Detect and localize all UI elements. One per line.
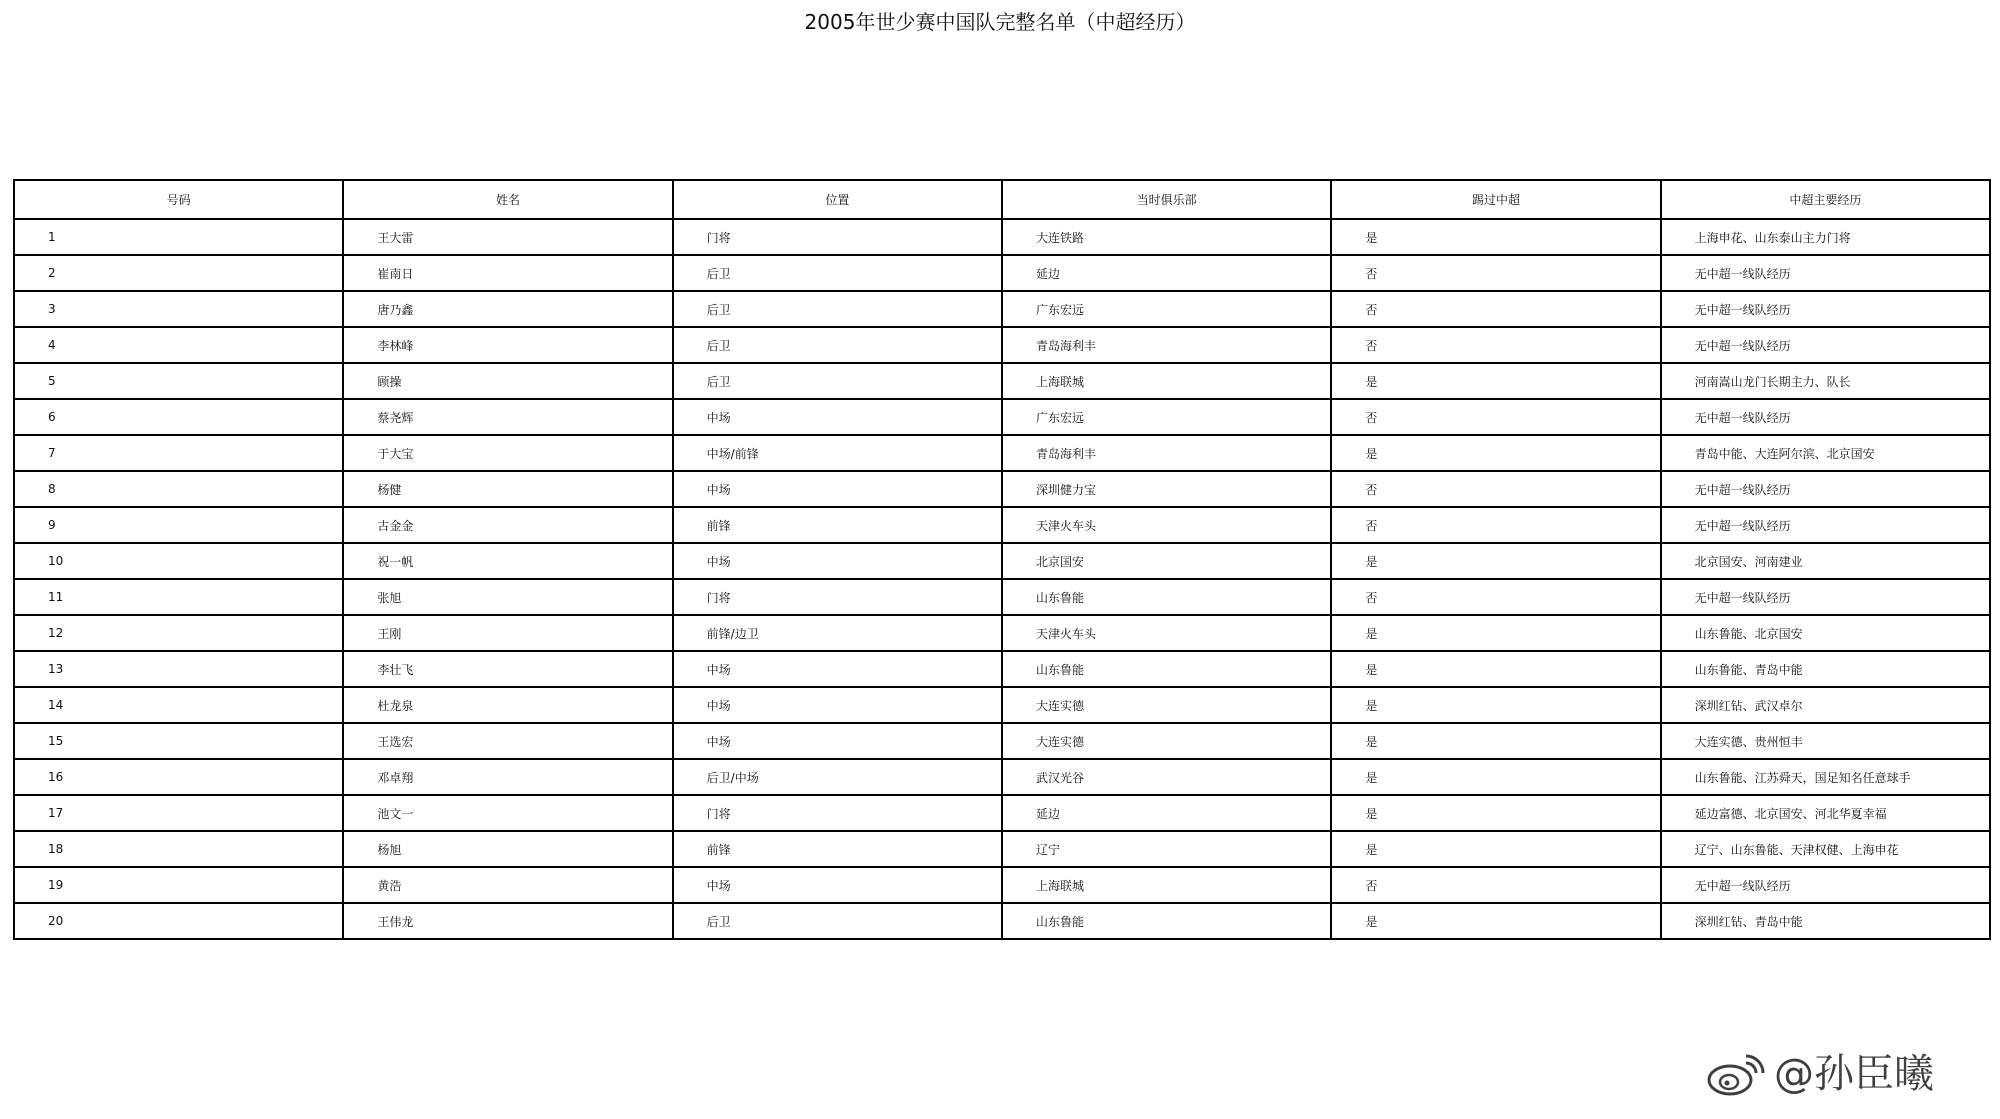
- cell-club: 辽宁: [1002, 831, 1331, 867]
- cell-csl-experience: 深圳红钻、武汉卓尔: [1661, 687, 1990, 723]
- cell-played-csl: 否: [1331, 579, 1660, 615]
- table-row: [14, 651, 1990, 687]
- cell-played-csl: 否: [1331, 399, 1660, 435]
- cell-position: 中场: [673, 723, 1002, 759]
- cell-club: 深圳健力宝: [1002, 471, 1331, 507]
- cell-name: 李壮飞: [343, 651, 672, 687]
- cell-position: 后卫: [673, 291, 1002, 327]
- cell-number: 19: [14, 867, 343, 903]
- cell-name: 崔南日: [343, 255, 672, 291]
- cell-csl-experience: 无中超一线队经历: [1661, 471, 1990, 507]
- cell-name: 池文一: [343, 795, 672, 831]
- cell-name: 李林峰: [343, 327, 672, 363]
- cell-csl-experience: 山东鲁能、江苏舜天，国足知名任意球手: [1661, 759, 1990, 795]
- cell-club: 上海联城: [1002, 867, 1331, 903]
- header-name: 姓名: [343, 180, 672, 219]
- cell-csl-experience: 无中超一线队经历: [1661, 507, 1990, 543]
- cell-number: 1: [14, 219, 343, 255]
- cell-position: 门将: [673, 795, 1002, 831]
- cell-csl-experience: 山东鲁能、北京国安: [1661, 615, 1990, 651]
- cell-name: 祝一帆: [343, 543, 672, 579]
- roster-table-body: [14, 219, 1990, 939]
- cell-club: 大连铁路: [1002, 219, 1331, 255]
- cell-name: 邓卓翔: [343, 759, 672, 795]
- cell-name: 黄浩: [343, 867, 672, 903]
- cell-number: 5: [14, 363, 343, 399]
- cell-club: 延边: [1002, 795, 1331, 831]
- cell-position: 中场: [673, 399, 1002, 435]
- cell-csl-experience: 河南嵩山龙门长期主力、队长: [1661, 363, 1990, 399]
- header-number: 号码: [14, 180, 343, 219]
- cell-played-csl: 是: [1331, 759, 1660, 795]
- cell-played-csl: 是: [1331, 363, 1660, 399]
- cell-position: 中场/前锋: [673, 435, 1002, 471]
- cell-position: 中场: [673, 471, 1002, 507]
- cell-position: 后卫: [673, 903, 1002, 939]
- cell-club: 大连实德: [1002, 723, 1331, 759]
- cell-club: 延边: [1002, 255, 1331, 291]
- cell-played-csl: 是: [1331, 723, 1660, 759]
- cell-number: 8: [14, 471, 343, 507]
- cell-club: 广东宏远: [1002, 291, 1331, 327]
- cell-club: 武汉光谷: [1002, 759, 1331, 795]
- cell-csl-experience: 延边富德、北京国安、河北华夏幸福: [1661, 795, 1990, 831]
- cell-club: 大连实德: [1002, 687, 1331, 723]
- cell-position: 中场: [673, 687, 1002, 723]
- cell-number: 15: [14, 723, 343, 759]
- cell-number: 9: [14, 507, 343, 543]
- cell-played-csl: 否: [1331, 471, 1660, 507]
- weibo-logo-icon: [1706, 1049, 1768, 1099]
- cell-csl-experience: 无中超一线队经历: [1661, 255, 1990, 291]
- cell-club: 天津火车头: [1002, 507, 1331, 543]
- cell-csl-experience: 上海申花、山东泰山主力门将: [1661, 219, 1990, 255]
- table-row: [14, 831, 1990, 867]
- cell-position: 前锋: [673, 831, 1002, 867]
- cell-played-csl: 否: [1331, 291, 1660, 327]
- cell-number: 17: [14, 795, 343, 831]
- cell-played-csl: 是: [1331, 543, 1660, 579]
- cell-csl-experience: 深圳红钻、青岛中能: [1661, 903, 1990, 939]
- cell-position: 后卫: [673, 327, 1002, 363]
- cell-played-csl: 否: [1331, 255, 1660, 291]
- cell-number: 3: [14, 291, 343, 327]
- page-title: 2005年世少赛中国队完整名单（中超经历）: [804, 10, 1196, 34]
- cell-position: 中场: [673, 651, 1002, 687]
- table-row: [14, 363, 1990, 399]
- cell-position: 前锋: [673, 507, 1002, 543]
- cell-number: 20: [14, 903, 343, 939]
- table-row: [14, 543, 1990, 579]
- cell-csl-experience: 山东鲁能、青岛中能: [1661, 651, 1990, 687]
- cell-csl-experience: 大连实德、贵州恒丰: [1661, 723, 1990, 759]
- cell-position: 后卫: [673, 255, 1002, 291]
- cell-name: 于大宝: [343, 435, 672, 471]
- cell-club: 青岛海利丰: [1002, 435, 1331, 471]
- header-position: 位置: [673, 180, 1002, 219]
- cell-played-csl: 是: [1331, 219, 1660, 255]
- cell-number: 7: [14, 435, 343, 471]
- cell-played-csl: 否: [1331, 507, 1660, 543]
- table-row: [14, 579, 1990, 615]
- table-row: [14, 255, 1990, 291]
- table-row: [14, 867, 1990, 903]
- cell-position: 中场: [673, 543, 1002, 579]
- cell-number: 2: [14, 255, 343, 291]
- cell-position: 门将: [673, 219, 1002, 255]
- cell-club: 广东宏远: [1002, 399, 1331, 435]
- cell-number: 18: [14, 831, 343, 867]
- table-row: [14, 399, 1990, 435]
- cell-club: 天津火车头: [1002, 615, 1331, 651]
- cell-name: 唐乃鑫: [343, 291, 672, 327]
- header-club: 当时俱乐部: [1002, 180, 1331, 219]
- cell-csl-experience: 无中超一线队经历: [1661, 291, 1990, 327]
- cell-club: 山东鲁能: [1002, 579, 1331, 615]
- cell-played-csl: 否: [1331, 327, 1660, 363]
- cell-number: 11: [14, 579, 343, 615]
- cell-number: 13: [14, 651, 343, 687]
- weibo-watermark: [1706, 1047, 1934, 1101]
- cell-number: 14: [14, 687, 343, 723]
- cell-position: 前锋/边卫: [673, 615, 1002, 651]
- cell-csl-experience: 无中超一线队经历: [1661, 867, 1990, 903]
- table-row: [14, 723, 1990, 759]
- cell-club: 青岛海利丰: [1002, 327, 1331, 363]
- cell-csl-experience: 北京国安、河南建业: [1661, 543, 1990, 579]
- cell-number: 6: [14, 399, 343, 435]
- cell-name: 顾操: [343, 363, 672, 399]
- cell-club: 上海联城: [1002, 363, 1331, 399]
- cell-position: 后卫: [673, 363, 1002, 399]
- cell-played-csl: 是: [1331, 615, 1660, 651]
- cell-csl-experience: 青岛中能、大连阿尔滨、北京国安: [1661, 435, 1990, 471]
- cell-number: 16: [14, 759, 343, 795]
- cell-csl-experience: 无中超一线队经历: [1661, 327, 1990, 363]
- table-row: [14, 615, 1990, 651]
- table-row: [14, 687, 1990, 723]
- header-csl-experience: 中超主要经历: [1661, 180, 1990, 219]
- cell-name: 蔡尧辉: [343, 399, 672, 435]
- cell-name: 杜龙泉: [343, 687, 672, 723]
- cell-name: 杨旭: [343, 831, 672, 867]
- table-row: [14, 759, 1990, 795]
- cell-played-csl: 是: [1331, 435, 1660, 471]
- cell-played-csl: 是: [1331, 831, 1660, 867]
- cell-club: 山东鲁能: [1002, 903, 1331, 939]
- table-row: [14, 435, 1990, 471]
- cell-name: 杨健: [343, 471, 672, 507]
- cell-csl-experience: 无中超一线队经历: [1661, 579, 1990, 615]
- table-row: [14, 795, 1990, 831]
- cell-csl-experience: 辽宁、山东鲁能、天津权健、上海申花: [1661, 831, 1990, 867]
- cell-name: 古金金: [343, 507, 672, 543]
- cell-number: 4: [14, 327, 343, 363]
- cell-name: 王选宏: [343, 723, 672, 759]
- cell-played-csl: 是: [1331, 687, 1660, 723]
- cell-club: 山东鲁能: [1002, 651, 1331, 687]
- watermark-text: @孙臣曦: [1774, 1051, 1934, 1097]
- cell-played-csl: 是: [1331, 795, 1660, 831]
- cell-position: 门将: [673, 579, 1002, 615]
- cell-name: 张旭: [343, 579, 672, 615]
- header-played-csl: 踢过中超: [1331, 180, 1660, 219]
- table-row: [14, 507, 1990, 543]
- table-row: [14, 291, 1990, 327]
- table-row: [14, 471, 1990, 507]
- cell-csl-experience: 无中超一线队经历: [1661, 399, 1990, 435]
- table-row: [14, 327, 1990, 363]
- roster-table: [13, 179, 1991, 940]
- cell-played-csl: 是: [1331, 651, 1660, 687]
- cell-position: 后卫/中场: [673, 759, 1002, 795]
- cell-name: 王伟龙: [343, 903, 672, 939]
- table-row: [14, 219, 1990, 255]
- table-header-row: [14, 180, 1990, 219]
- cell-position: 中场: [673, 867, 1002, 903]
- cell-number: 10: [14, 543, 343, 579]
- table-row: [14, 903, 1990, 939]
- cell-played-csl: 是: [1331, 903, 1660, 939]
- cell-played-csl: 否: [1331, 867, 1660, 903]
- cell-number: 12: [14, 615, 343, 651]
- cell-club: 北京国安: [1002, 543, 1331, 579]
- cell-name: 王大雷: [343, 219, 672, 255]
- cell-name: 王刚: [343, 615, 672, 651]
